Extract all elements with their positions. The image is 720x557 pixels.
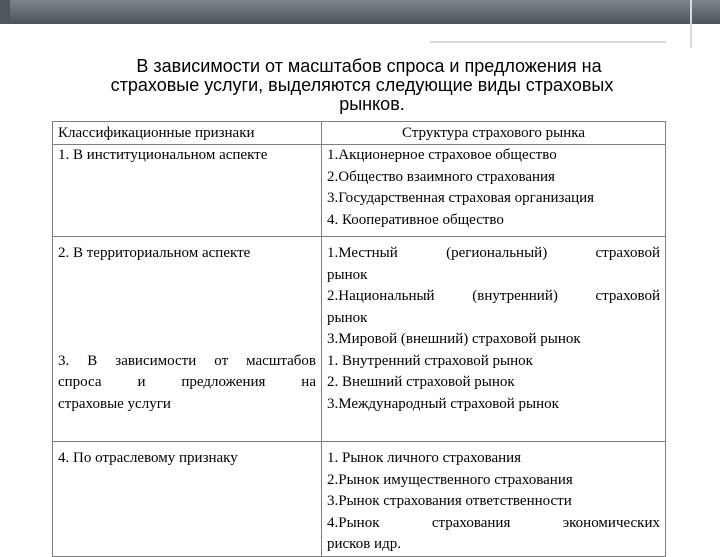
row-sign: 4. По отраслевому признаку	[53, 442, 322, 557]
slide-top-bar-edge	[0, 0, 10, 24]
list-item: 1. Внутренний страховой рынок	[327, 352, 533, 369]
row-sign	[53, 237, 322, 442]
heading-line-3: рынков.	[339, 94, 405, 114]
list-item: 3.Рынок страхования ответственности	[327, 493, 572, 509]
row-items	[322, 237, 666, 442]
list-item: 3.Мировой (внешний) страховой рынок	[327, 331, 581, 347]
table-row	[53, 145, 666, 237]
insurance-market-table	[52, 121, 666, 557]
slide-top-bar	[0, 0, 720, 24]
row-items	[322, 145, 666, 237]
list-item: рынок	[327, 266, 368, 283]
slide-heading	[62, 57, 662, 114]
header-classification: Классификационные признаки	[53, 122, 322, 145]
list-item: 2.Рынок имущественного страхования	[327, 471, 573, 488]
row-sign-scale-line: 3. В зависимости от масштабов	[58, 352, 316, 369]
list-item: рынок	[327, 309, 368, 326]
row-sign-scale-line: спроса и предложения на	[58, 374, 316, 390]
slide-accent-line-short	[430, 41, 666, 43]
heading-line-1: В зависимости от масштабов спроса и предложения на	[136, 56, 602, 76]
table-row	[53, 237, 666, 442]
list-item: 1.Местный (региональный) страховой	[327, 245, 660, 261]
row-sign: 1. В институциональном аспекте	[53, 145, 322, 237]
list-item: 3.Государственная страховая организация	[327, 190, 595, 206]
list-item: 4. Кооперативное общество	[327, 211, 504, 228]
list-item: 2. Внешний страховой рынок	[327, 374, 515, 390]
row-items	[322, 442, 666, 557]
spacer	[58, 265, 316, 351]
list-item: 2.Национальный (внутренний) страховой	[327, 288, 660, 304]
row-sign-territorial: 2. В территориальном аспекте	[58, 245, 251, 261]
slide-vertical-rule	[690, 0, 692, 48]
row-sign-scale-line: страховые услуги	[58, 395, 171, 412]
list-item: 2.Общество взаимного страхования	[327, 168, 555, 185]
header-structure: Структура страхового рынка	[322, 122, 666, 145]
list-item: рисков идр.	[327, 536, 401, 552]
slide-accent-line	[0, 33, 692, 37]
list-item: 1. Рынок личного страхования	[327, 450, 522, 466]
list-item: 1.Акционерное страховое общество	[327, 147, 557, 163]
heading-line-2: страховые услуги, выделяются следующие виды страховых	[110, 75, 614, 95]
table-row	[53, 442, 666, 557]
list-item: 3.Международный страховой рынок	[327, 395, 559, 412]
table-header-row	[53, 122, 666, 145]
list-item: 4.Рынок страхования экономических	[327, 514, 660, 531]
